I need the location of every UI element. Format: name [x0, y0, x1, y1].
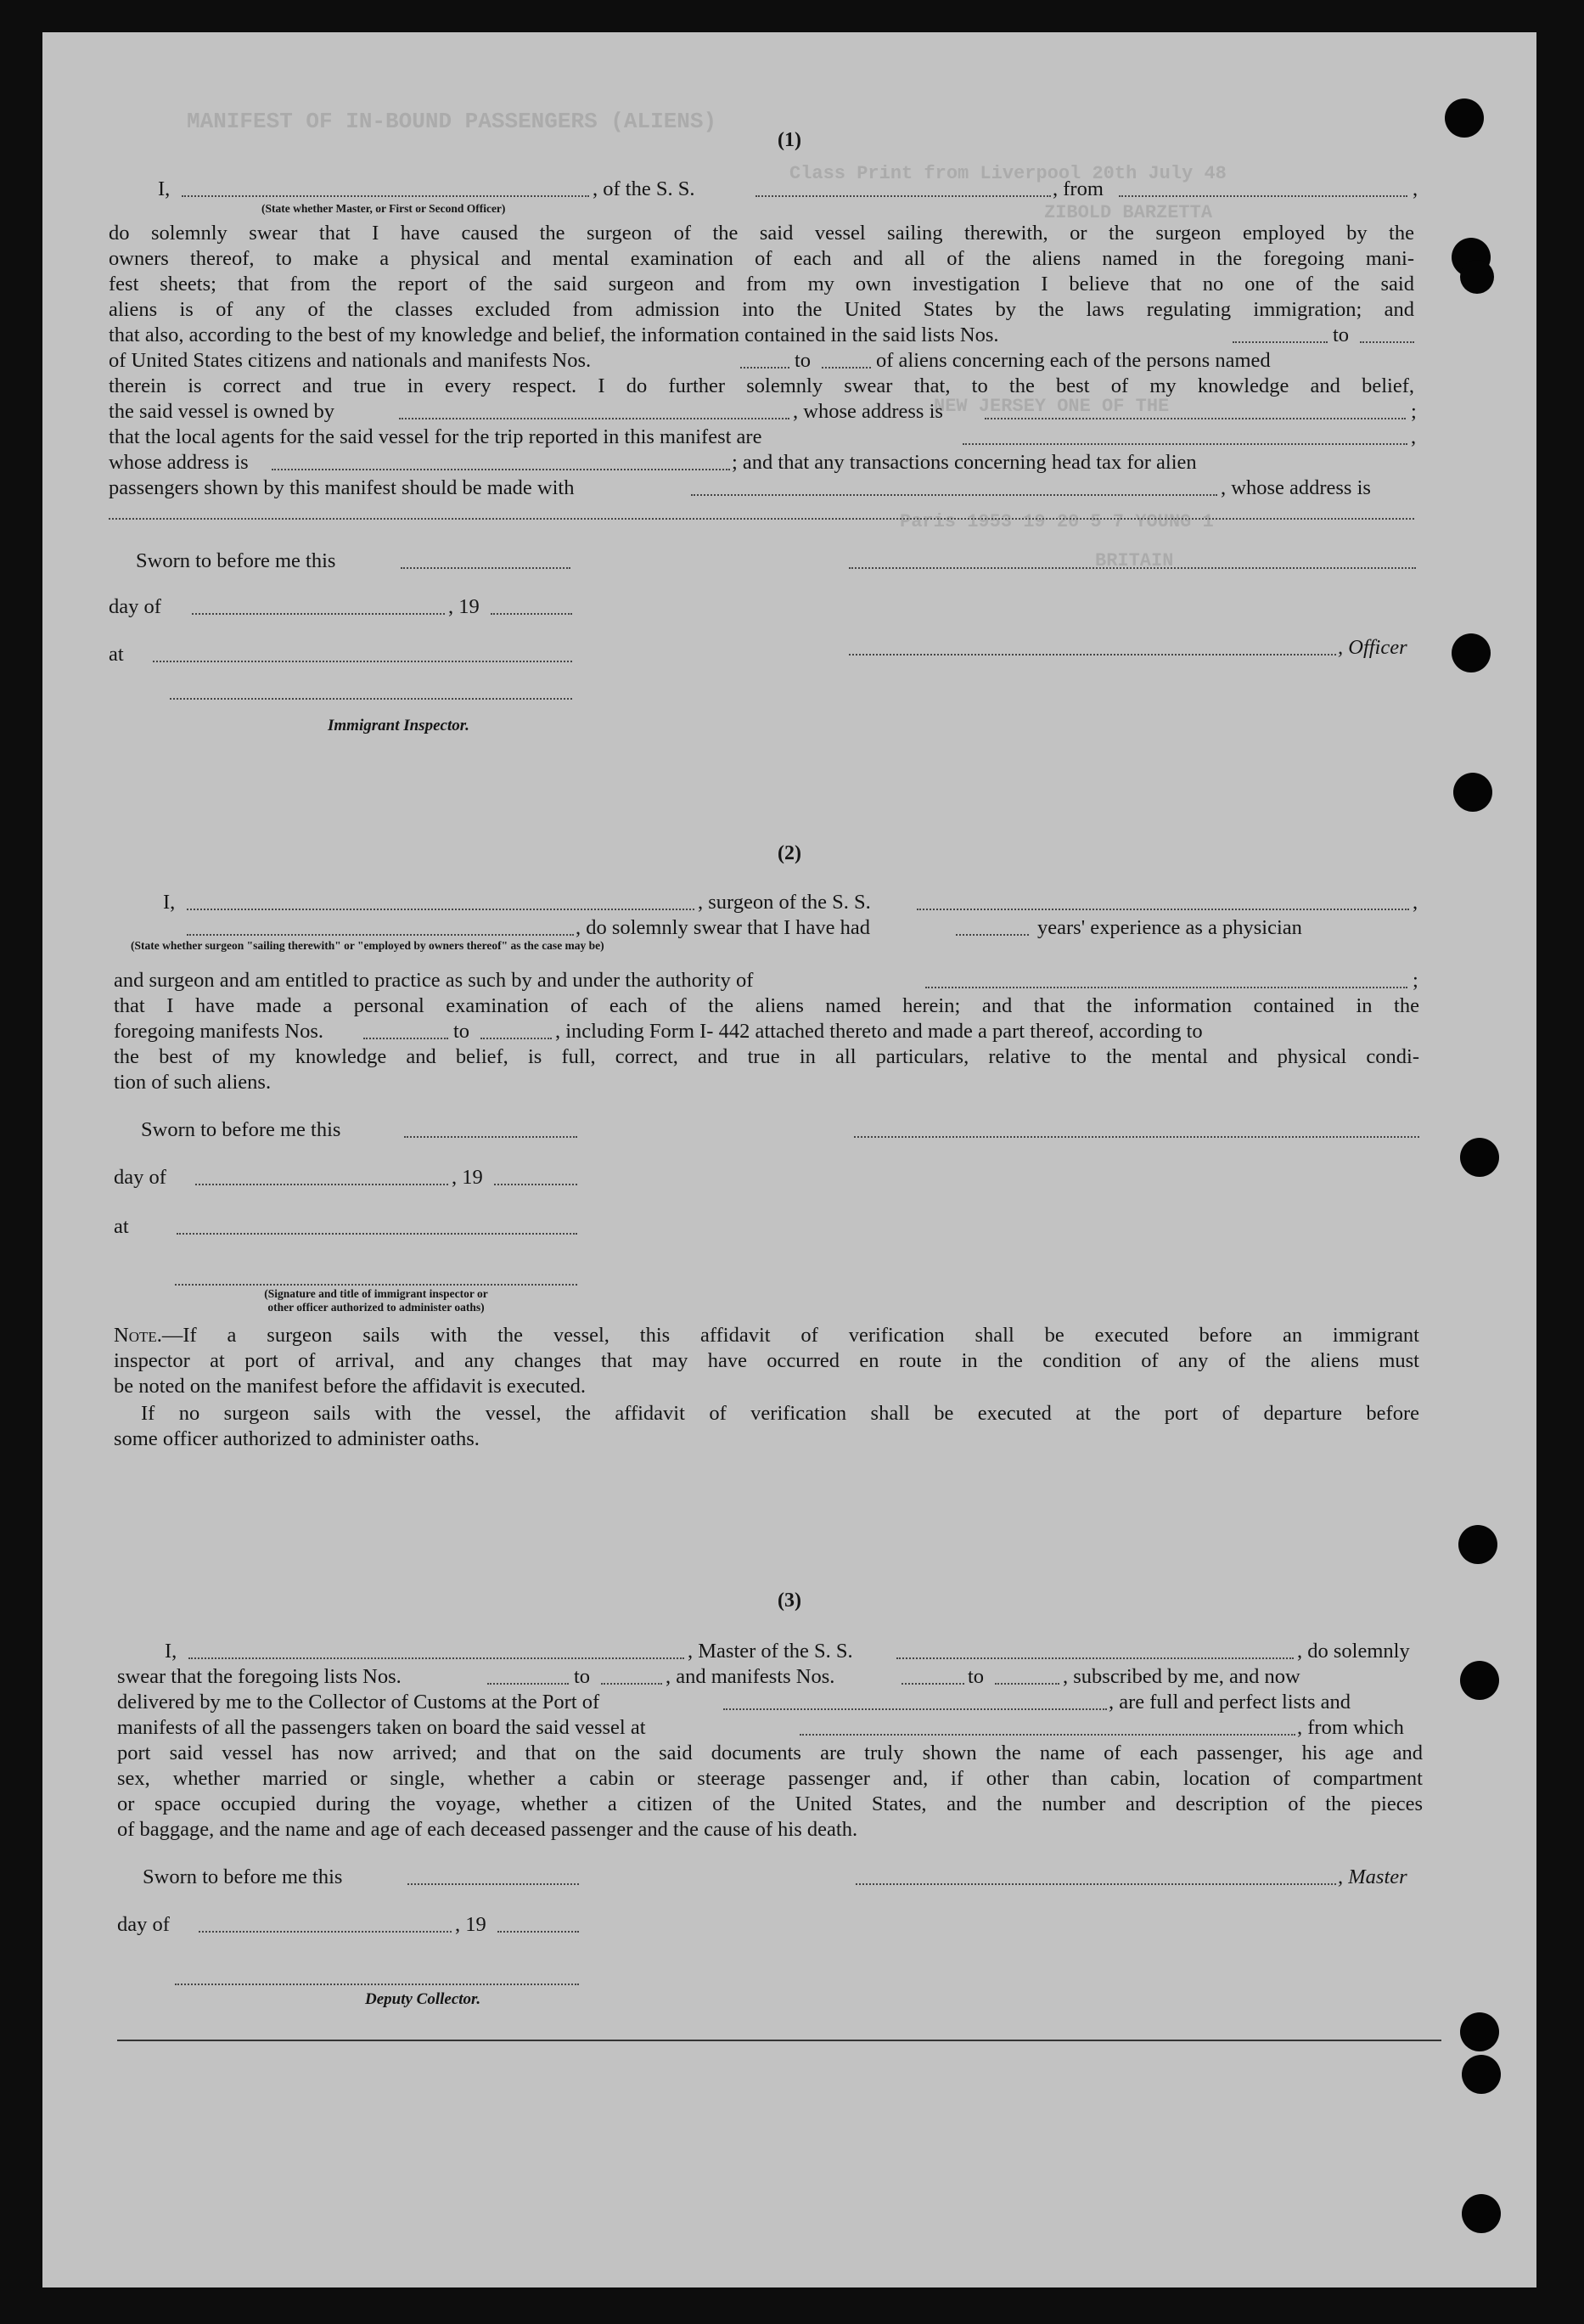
section-1-line: passengers shown by this manifest should be made with , whose address is [109, 476, 1371, 499]
immigrant-inspector-caption: Immigrant Inspector. [328, 717, 469, 734]
punch-hole [1452, 633, 1491, 672]
section-2-body-line: the best of my knowledge and belief, is full, correct, and true in all particulars, relative to the mental and physical condi- [114, 1045, 1419, 1068]
section-1-body-line: do solemnly swear that I have caused the surgeon of the said vessel sailing therewith, or the surgeon employed by the [109, 222, 1414, 245]
section-2-body-line: tion of such aliens. [114, 1071, 272, 1094]
sworn-line: Sworn to before me this , Master [143, 1865, 1407, 1888]
section-2-body-line: that I have made a personal examination of each of the aliens named herein; and that the information contained in the [114, 994, 1419, 1017]
section-3-line: delivered by me to the Collector of Customs at the Port of , are full and perfect lists and [117, 1691, 1351, 1713]
bleed-through-line: Class Print from Liverpool 20th July 48 [789, 163, 1227, 184]
section-3-body-line: of baggage, and the name and age of each deceased passenger and the cause of his death. [117, 1818, 858, 1841]
section-3-body-line: or space occupied during the voyage, whether a citizen of the United States, and the number and description of the pieces [117, 1792, 1423, 1815]
punch-hole [1445, 98, 1484, 138]
bleed-through-line: BRITAIN [1095, 550, 1174, 571]
section-3-line: I, , Master of the S. S. , do solemnly [165, 1640, 1410, 1663]
note-line: If no surgeon sails with the vessel, the affidavit of verification shall be executed at the port of departure before [141, 1402, 1419, 1425]
section-1-body-line: aliens is of any of the classes excluded from admission into the United States by the laws regulating immigration; and [109, 298, 1414, 321]
sworn-line: Sworn to before me this [42, 549, 1536, 574]
note-line: be noted on the manifest before the affidavit is executed. [114, 1375, 587, 1398]
at-line: at [42, 1214, 1536, 1240]
section-2-line: foregoing manifests Nos. to , including Form I- 442 attached thereto and made a part thereof, according to [114, 1020, 1203, 1043]
section-2-line: and surgeon and am entitled to practice as such by and under the authority of ; [114, 969, 1418, 992]
bleed-through-line: ZIBOLD BARZETTA [1044, 202, 1213, 223]
note-line: Note.—If a surgeon sails with the vessel, this affidavit of verification shall be executed before an immigrant [114, 1324, 1419, 1347]
day-of-line: day of , 19 [42, 594, 1536, 620]
surgeon-type-note: (State whether surgeon "sailing therewith" or "employed by owners thereof" as the case may be) [131, 939, 604, 952]
section-1-body-line: owners thereof, to make a physical and mental examination of each and all of the aliens named in the foregoing mani- [109, 247, 1414, 270]
section-1-line: that the local agents for the said vessel for the trip reported in this manifest are , [109, 425, 1417, 448]
bottom-rule [117, 2040, 1441, 2041]
section-1-line: that also, according to the best of my knowledge and belief, the information contained in the said lists Nos. to [42, 323, 1536, 348]
deputy-collector-caption: Deputy Collector. [365, 1990, 481, 2008]
section-2-line: I, , surgeon of the S. S. , [163, 891, 1418, 914]
section-1-line: I, , of the S. S. , from , [158, 177, 1418, 200]
section-3-line: swear that the foregoing lists Nos. to , and manifests Nos. to , subscribed by me, and now [117, 1665, 1300, 1688]
section-3-heading: (3) [778, 1590, 801, 1612]
section-2-heading: (2) [778, 842, 801, 864]
section-1-line: the said vessel is owned by , whose address is ; [109, 400, 1417, 423]
sworn-line: Sworn to before me this [42, 1117, 1536, 1143]
punch-hole [1458, 1525, 1497, 1564]
section-1-body-line: fest sheets; that from the report of the said surgeon and from my own investigation I believe that no one of the said [109, 273, 1414, 295]
section-3-body-line: sex, whether married or single, whether a cabin or steerage passenger and, if other than cabin, location of compartment [117, 1767, 1423, 1790]
bleed-through-header: MANIFEST OF IN-BOUND PASSENGERS (ALIENS) [187, 109, 717, 134]
section-3-body-line: port said vessel has now arrived; and that on the said documents are truly shown the name of each passenger, his age and [117, 1742, 1423, 1764]
section-1-body-line: therein is correct and true in every respect. I do further solemnly swear that, to the best of my knowledge and belief, [109, 374, 1414, 397]
note-line: inspector at port of arrival, and any changes that may have occurred en route in the condition of any of the aliens must [114, 1349, 1419, 1372]
punch-hole [1460, 1661, 1499, 1700]
punch-hole [1460, 2012, 1499, 2051]
punch-hole [1462, 2055, 1501, 2094]
section-1-line: whose address is ; and that any transactions concerning head tax for alien [109, 451, 1197, 474]
bleed-through-line: Paris 1953 19 20 5 7 YOUNG 1 [900, 511, 1214, 532]
section-1-line: of United States citizens and nationals and manifests Nos. to of aliens concerning each of the persons named [109, 349, 1271, 372]
at-line: at [42, 642, 1536, 667]
officer-rank-note: (State whether Master, or First or Second Officer) [261, 202, 506, 215]
bleed-through-line: NEW JERSEY ONE OF THE [934, 396, 1170, 417]
section-2-line: , do solemnly swear that I have had years' experience as a physician [42, 915, 1536, 941]
officer-line: , Officer [42, 635, 1536, 661]
punch-hole [1460, 260, 1494, 294]
punch-hole [1453, 773, 1492, 812]
note-line: some officer authorized to administer oaths. [114, 1427, 480, 1450]
section-1-heading: (1) [778, 129, 801, 151]
day-of-line: day of , 19 [42, 1912, 1536, 1938]
punch-hole [1460, 1138, 1499, 1177]
punch-hole [1462, 2194, 1501, 2233]
day-of-line: day of , 19 [42, 1165, 1536, 1190]
manifest-page [42, 32, 1536, 2287]
section-3-line: manifests of all the passengers taken on board the said vessel at , from which [117, 1716, 1404, 1739]
signature-note: (Signature and title of immigrant inspector or other officer authorized to administer oaths) [264, 1287, 488, 1314]
